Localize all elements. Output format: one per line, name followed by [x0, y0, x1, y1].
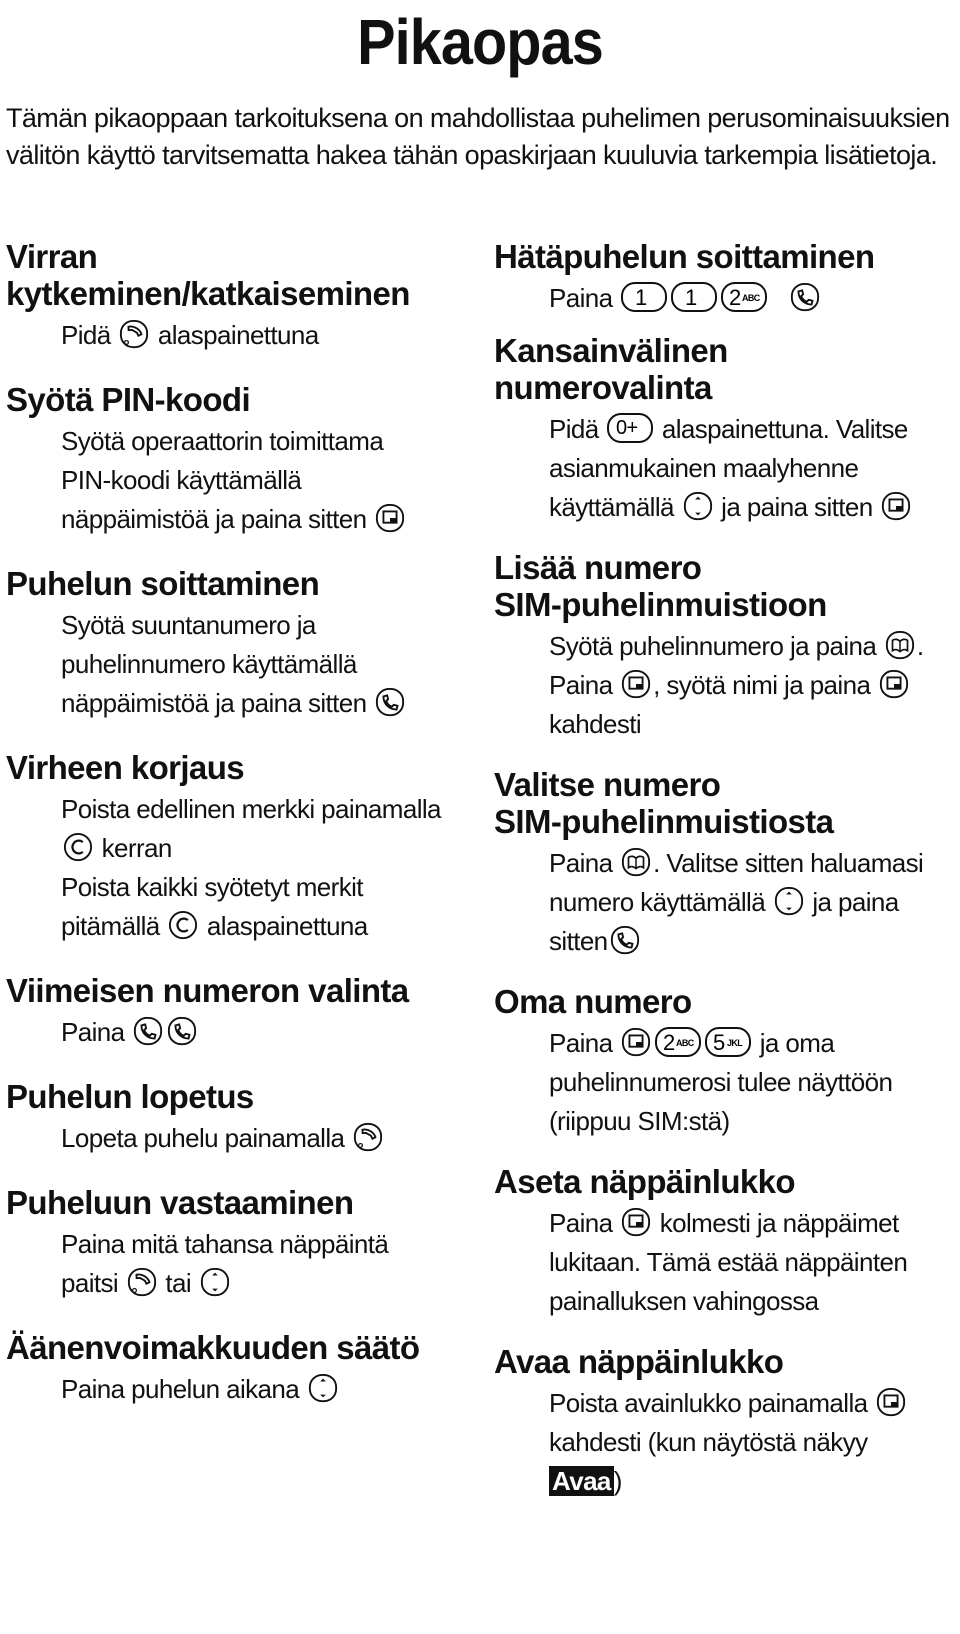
text: lukitaan. Tämä estää näppäinten — [549, 1247, 908, 1277]
svg-text:2: 2 — [729, 285, 741, 310]
text: Paina mitä tahansa näppäintä — [61, 1229, 389, 1259]
section-body — [61, 1119, 476, 1158]
title-line: Virran — [6, 238, 98, 275]
section-body — [549, 1384, 954, 1501]
section-emergency — [494, 238, 954, 318]
title-line: SIM-puhelinmuistiosta — [494, 803, 834, 840]
ok-icon — [621, 1027, 651, 1057]
call-icon — [375, 687, 405, 717]
section-body — [61, 790, 476, 946]
text: ja paina — [812, 887, 899, 917]
intro-text — [6, 100, 956, 174]
end-call-icon — [353, 1122, 383, 1152]
c-icon — [168, 910, 198, 940]
text: ja oma — [759, 1028, 835, 1058]
section-body — [61, 606, 476, 723]
section-volume — [6, 1329, 476, 1409]
section-body — [61, 1225, 476, 1303]
section-body — [61, 1013, 476, 1052]
text: paitsi — [61, 1268, 119, 1298]
text: ) — [613, 1466, 622, 1496]
section-title — [494, 332, 954, 406]
nav-icon — [200, 1267, 230, 1297]
section-selsim — [494, 766, 954, 961]
right-column — [494, 238, 954, 1501]
key-2-icon — [721, 282, 767, 312]
section-lock — [494, 1163, 954, 1321]
text: . Valitse sitten haluamasi — [653, 848, 924, 878]
section-addsim — [494, 549, 954, 744]
book-icon — [621, 847, 651, 877]
svg-text:1: 1 — [685, 285, 697, 310]
text: , syötä nimi ja paina — [653, 670, 871, 700]
section-body — [61, 422, 476, 539]
section-title — [494, 766, 954, 840]
ok-icon — [375, 503, 405, 533]
section-pin — [6, 381, 476, 539]
text: alaspainettuna — [206, 911, 368, 941]
section-unlock — [494, 1343, 954, 1501]
call-icon — [610, 925, 640, 955]
call-icon — [790, 282, 820, 312]
title-line: Kansainvälinen — [494, 332, 728, 369]
svg-text:ABC: ABC — [742, 293, 760, 303]
nav-icon — [308, 1373, 338, 1403]
section-title: Puhelun lopetus — [6, 1078, 254, 1115]
section-body — [549, 627, 954, 744]
text: Poista avainlukko painamalla — [549, 1388, 868, 1418]
text: alaspainettuna — [157, 320, 319, 350]
text: tai — [165, 1268, 192, 1298]
text: kerran — [101, 833, 172, 863]
text: PIN-koodi käyttämällä — [61, 465, 302, 495]
text: Poista edellinen merkki painamalla — [61, 794, 441, 824]
text: Syötä puhelinnumero ja paina — [549, 631, 877, 661]
title-line: kytkeminen/katkaiseminen — [6, 275, 410, 312]
text: pitämällä — [61, 911, 160, 941]
text: näppäimistöä ja paina sitten — [61, 504, 367, 534]
text: (riippuu SIM:stä) — [549, 1106, 730, 1136]
title-line: numerovalinta — [494, 369, 712, 406]
text: asianmukainen maalyhenne — [549, 453, 859, 483]
text: kahdesti (kun näytöstä näkyy — [549, 1427, 868, 1457]
text: Paina — [549, 283, 613, 313]
end-call-icon — [127, 1267, 157, 1297]
section-title: Hätäpuhelun soittaminen — [494, 238, 875, 275]
section-title: Avaa näppäinlukko — [494, 1343, 784, 1380]
svg-text:JKL: JKL — [727, 1038, 743, 1048]
key-1-icon — [621, 282, 667, 312]
title-line: SIM-puhelinmuistioon — [494, 586, 827, 623]
section-correct — [6, 749, 476, 946]
section-title: Puheluun vastaaminen — [6, 1184, 354, 1221]
section-title: Oma numero — [494, 983, 692, 1020]
text: sitten — [549, 926, 608, 956]
ok-icon — [621, 1207, 651, 1237]
text: puhelinnumero käyttämällä — [61, 649, 357, 679]
text: numero käyttämällä — [549, 887, 766, 917]
svg-text:ABC: ABC — [676, 1038, 694, 1048]
text: Pidä — [549, 414, 599, 444]
text: Lopeta puhelu painamalla — [61, 1123, 345, 1153]
section-body — [549, 1024, 954, 1141]
text: Paina — [549, 848, 613, 878]
section-title — [6, 238, 476, 312]
svg-text:1: 1 — [635, 285, 647, 310]
section-body — [549, 279, 954, 318]
section-title: Aseta näppäinlukko — [494, 1163, 795, 1200]
section-body — [61, 1370, 476, 1409]
end-call-icon — [119, 319, 149, 349]
key-0-icon — [607, 413, 653, 443]
page-title: Pikaopas — [357, 6, 603, 78]
text: painalluksen vahingossa — [549, 1286, 819, 1316]
section-title — [494, 549, 954, 623]
section-title: Viimeisen numeron valinta — [6, 972, 409, 1009]
text: . — [916, 631, 924, 661]
text: puhelinnumerosi tulee näyttöön — [549, 1067, 893, 1097]
text: Paina — [61, 1017, 125, 1047]
ok-icon — [879, 669, 909, 699]
intro-line: Tämän pikaoppaan tarkoituksena on mahdollistaa puhelimen perusominaisuuksien — [6, 103, 950, 133]
ok-icon — [876, 1387, 906, 1417]
intro-line: välitön käyttö tarvitsematta hakea tähän opaskirjaan kuuluvia tarkempia lisätietoja. — [6, 140, 938, 170]
svg-text:0+: 0+ — [616, 417, 638, 439]
section-redial — [6, 972, 476, 1052]
section-call — [6, 565, 476, 723]
ok-icon — [621, 669, 651, 699]
key-2-icon — [655, 1027, 701, 1057]
section-title: Virheen korjaus — [6, 749, 245, 786]
text: näppäimistöä ja paina sitten — [61, 688, 367, 718]
section-body — [549, 410, 954, 527]
text: Paina — [549, 670, 613, 700]
c-icon — [63, 832, 93, 862]
text: Paina — [549, 1028, 613, 1058]
svg-text:2: 2 — [663, 1030, 675, 1055]
section-body — [549, 844, 954, 961]
call-icon — [133, 1016, 163, 1046]
key-5-icon — [705, 1027, 751, 1057]
screen-label: Avaa — [549, 1466, 614, 1496]
section-own — [494, 983, 954, 1141]
section-title: Puhelun soittaminen — [6, 565, 320, 602]
section-end — [6, 1078, 476, 1158]
section-body — [61, 316, 476, 355]
section-power — [6, 238, 476, 355]
call-icon — [167, 1016, 197, 1046]
key-1-icon — [671, 282, 717, 312]
title-line: Valitse numero — [494, 766, 721, 803]
text: ja paina sitten — [721, 492, 873, 522]
nav-icon — [774, 886, 804, 916]
book-icon — [885, 630, 915, 660]
text: alaspainettuna. Valitse — [661, 414, 908, 444]
ok-icon — [881, 491, 911, 521]
left-column — [6, 238, 476, 1409]
nav-icon — [683, 491, 713, 521]
section-intl — [494, 332, 954, 527]
section-title: Syötä PIN-koodi — [6, 381, 251, 418]
section-answer — [6, 1184, 476, 1303]
text: kolmesti ja näppäimet — [659, 1208, 899, 1238]
text: Paina puhelun aikana — [61, 1374, 300, 1404]
text: Paina — [549, 1208, 613, 1238]
section-title: Äänenvoimakkuuden säätö — [6, 1329, 420, 1366]
text: Poista kaikki syötetyt merkit — [61, 872, 363, 902]
text: käyttämällä — [549, 492, 674, 522]
text: Syötä suuntanumero ja — [61, 610, 316, 640]
title-line: Lisää numero — [494, 549, 702, 586]
text: Syötä operaattorin toimittama — [61, 426, 384, 456]
svg-text:5: 5 — [713, 1030, 725, 1055]
text: kahdesti — [549, 709, 642, 739]
section-body — [549, 1204, 954, 1321]
text: Pidä — [61, 320, 111, 350]
